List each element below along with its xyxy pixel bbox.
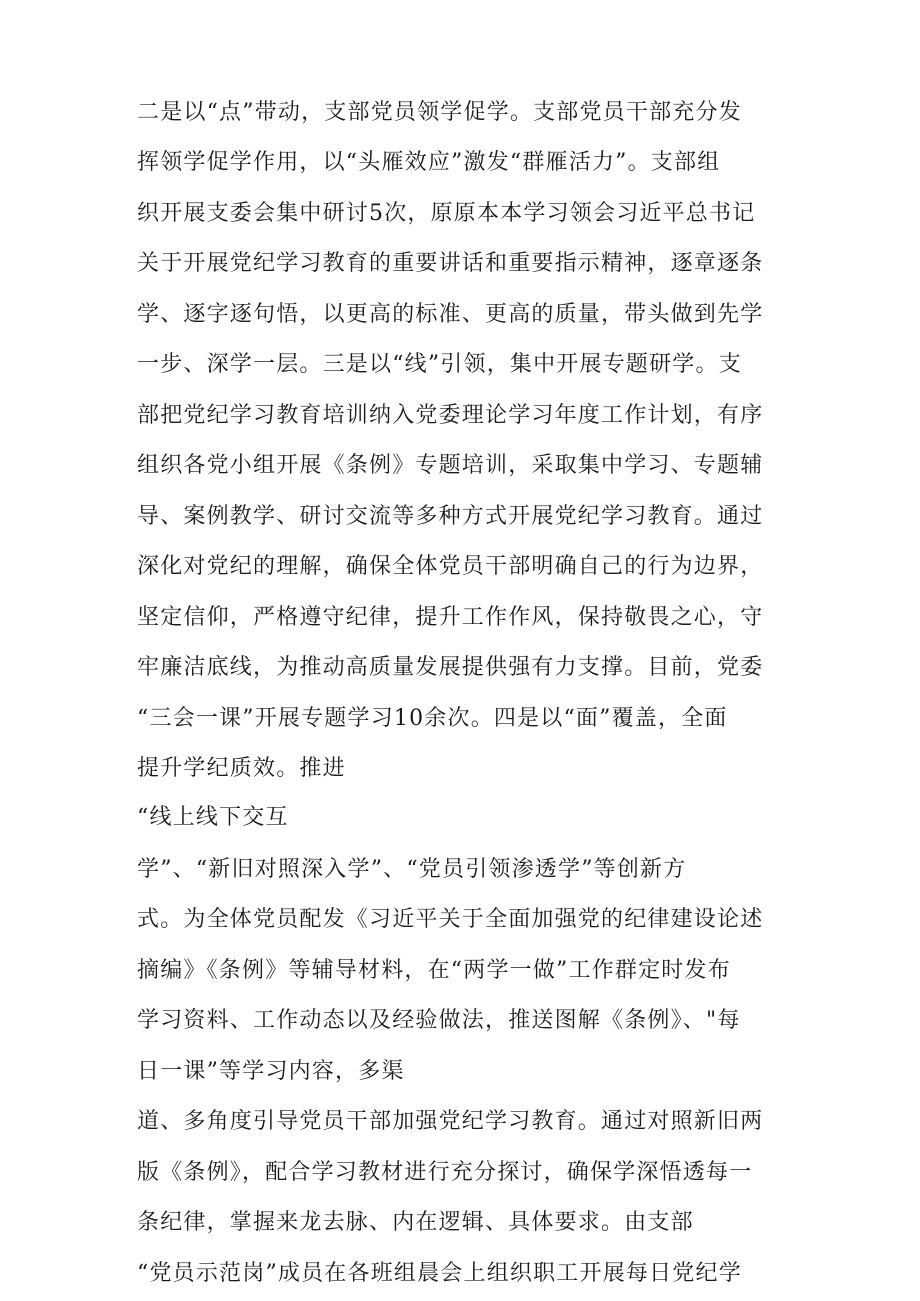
text-line: 牢廉洁底线，为推动高质量发展提供强有力支撑。目前，党委: [137, 655, 764, 680]
text-line: 道、多角度引导党员干部加强党纪学习教育。通过对照新旧两: [137, 1109, 764, 1134]
text-line: 坚定信仰，严格遵守纪律，提升工作作风，保持敬畏之心，守: [137, 605, 764, 630]
text-line: 日一课”等学习内容，多渠: [137, 1059, 405, 1084]
text-line: 摘编》《条例》等辅导材料，在“两学一做”工作群定时发布: [137, 958, 731, 983]
text-line: 提升学纪质效。推进: [137, 756, 346, 781]
text-line: 一步、深学一层。三是以“线”引领，集中开展专题研学。支: [137, 352, 742, 377]
text-line: 二是以“点”带动，支部党员领学促学。支部党员干部充分发: [137, 100, 742, 125]
text-line: 挥领学促学作用，以“头雁效应”激发“群雁活力”。支部组: [137, 150, 721, 175]
text-line: 条纪律，掌握来龙去脉、内在逻辑、具体要求。由支部: [137, 1210, 694, 1235]
text-line: 深化对党纪的理解，确保全体党员干部明确自己的行为边界，: [137, 554, 764, 579]
text-line: “党员示范岗”成员在各班组晨会上组织职工开展每日党纪学: [137, 1261, 742, 1286]
text-line: 导、案例教学、研讨交流等多种方式开展党纪学习教育。通过: [137, 504, 764, 529]
text-line: 部把党纪学习教育培训纳入党委理论学习年度工作计划，有序: [137, 403, 764, 428]
text-line: 式。为全体党员配发《习近平关于全面加强党的纪律建设论述: [137, 907, 764, 932]
text-line: 织开展支委会集中研讨5次，原原本本学习领会习近平总书记: [137, 201, 756, 226]
text-line: 学、逐字逐句悟，以更高的标准、更高的质量，带头做到先学: [137, 302, 764, 327]
text-line: 版《条例》，配合学习教材进行充分探讨，确保学深悟透每一: [137, 1160, 753, 1185]
text-line: 学”、“新旧对照深入学”、“党员引领渗透学”等创新方: [137, 857, 687, 882]
text-line: 学习资料、工作动态以及经验做法，推送图解《条例》、"每: [137, 1008, 741, 1033]
text-line: “三会一课”开展专题学习10余次。四是以“面”覆盖，全面: [137, 706, 728, 731]
text-line: 关于开展党纪学习教育的重要讲话和重要指示精神，逐章逐条: [137, 251, 764, 276]
text-line: “线上线下交互: [137, 805, 289, 830]
text-line: 组织各党小组开展《条例》专题培训，采取集中学习、专题辅: [137, 453, 764, 478]
